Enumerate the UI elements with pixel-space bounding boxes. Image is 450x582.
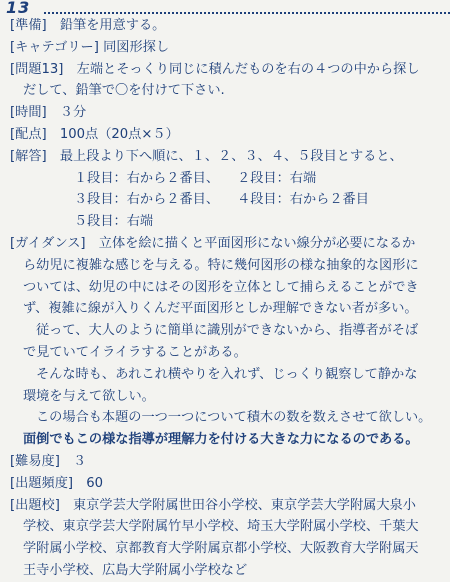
line-guidance-5: 従って、大人のように簡単に識別ができないから、指導者がそば <box>36 323 419 339</box>
answer-row-2: ２段目：右端 <box>237 170 317 186</box>
line-schools-3: 学附属小学校、京都教育大学附属京都小学校、大阪教育大学附属天 <box>23 541 419 557</box>
line-difficulty: [難易度] ３ <box>10 453 87 469</box>
line-guidance: [ガイダンス] 立体を絵に描くと平面図形にない線分が必要になるか <box>10 235 416 251</box>
line-guidance-2: ら幼児に複雑な感じを与える。特に幾何図形の様な抽象的な図形に <box>23 257 419 273</box>
line-answer-rows-3-4 <box>10 189 442 211</box>
answer-row-4: ４段目：右から２番目 <box>237 192 369 208</box>
page-number: 13 <box>6 0 31 17</box>
answer-row-5: ５段目：右端 <box>74 214 154 230</box>
line-answer: [解答] 最上段より下へ順に、１、２、３、４、５段目とすると、 <box>10 148 403 164</box>
line-score: [配点] 100点（20点×５） <box>10 126 179 142</box>
line-problem-cont: だして、鉛筆で〇を付けて下さい. <box>23 83 225 99</box>
dotted-header-rule <box>44 12 450 14</box>
line-frequency: [出題頻度] 60 <box>10 475 104 491</box>
line-answer-rows-1-2 <box>10 168 442 190</box>
line-guidance-4: ず、複雑に線が入りくんだ平面図形としか理解できない者が多い。 <box>23 301 418 317</box>
line-guidance-9: この場合も本題の一つ一つについて積木の数を数えさせて欲しい。 <box>36 410 432 426</box>
line-guidance-3: ついては、幼児の中にはその図形を立体として捕らえることができ <box>23 279 419 295</box>
line-schools-4: 王寺小学校、広島大学附属小学校など <box>23 562 248 578</box>
line-schools: [出題校] 東京学芸大学附属世田谷小学校、東京学芸大学附属大泉小 <box>10 497 416 513</box>
line-time: [時間] ３分 <box>10 105 87 121</box>
line-preparation: [準備] 鉛筆を用意する。 <box>10 18 166 33</box>
line-guidance-6: で見ていてイライラすることがある。 <box>23 344 247 360</box>
line-category: [キャテゴリー] 同図形探し <box>10 39 170 55</box>
answer-row-1: １段目：右から２番目、 <box>74 170 220 186</box>
line-guidance-10: 面倒でもこの様な指導が理解力を付ける大きな力になるのである。 <box>23 432 419 448</box>
line-guidance-8: 環境を与えて欲しい。 <box>23 388 155 404</box>
document-body <box>10 15 442 582</box>
answer-row-3: ３段目：右から２番目、 <box>74 192 220 208</box>
line-problem: [問題13] 左端とそっくり同じに積んだものを右の４つの中から探し <box>10 61 420 77</box>
page-header <box>0 0 450 16</box>
line-schools-2: 学校、東京学芸大学附属竹早小学校、埼玉大学附属小学校、千葉大 <box>23 519 419 535</box>
line-guidance-7: そんな時も、あれこれ横やりを入れず、じっくり観察して静かな <box>36 366 418 382</box>
